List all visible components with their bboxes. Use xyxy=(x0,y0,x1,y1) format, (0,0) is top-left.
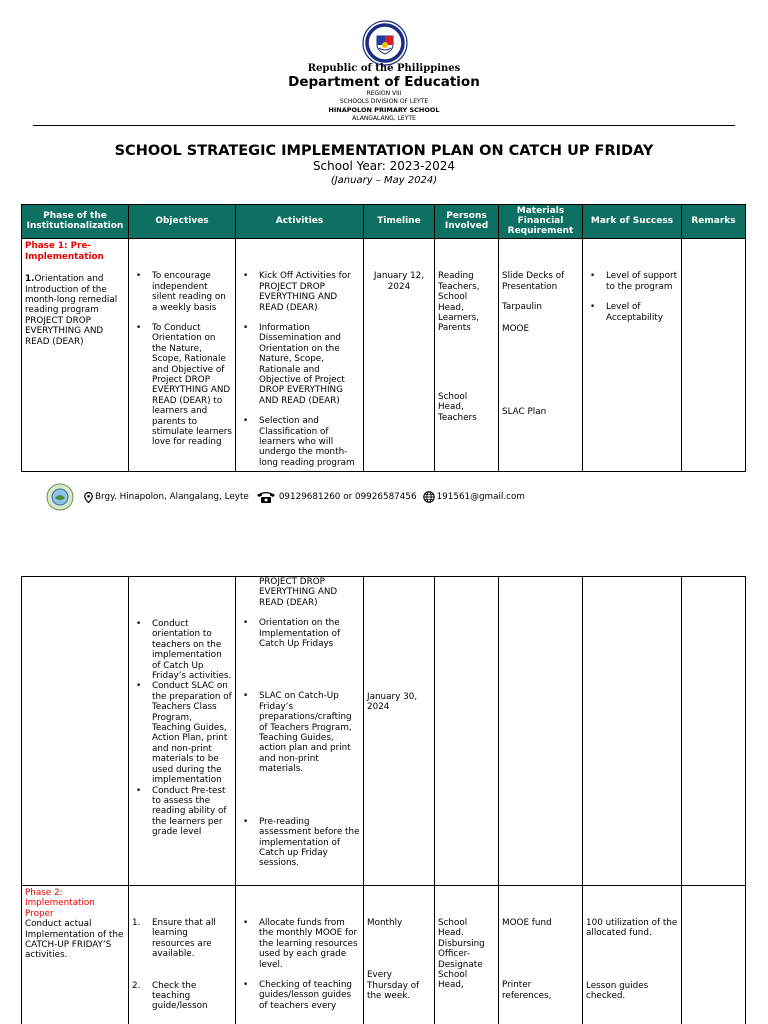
materials-cell xyxy=(499,239,583,472)
school-location: ALANGALANG, LEYTE xyxy=(352,115,416,122)
remarks-cell xyxy=(682,239,746,472)
objectives-cell xyxy=(129,886,236,1024)
list-item: • To Conduct Orientation on the Nature, Scope, Rationale and Objective of Project DROP EVERYTHING AND READ (DEAR) to learners and parents to stimulate learners love for reading xyxy=(132,323,232,448)
remarks-cell xyxy=(682,577,746,886)
deped-seal-logo xyxy=(362,20,408,66)
phase-number: 1. xyxy=(25,274,35,285)
col-header-timeline: Timeline xyxy=(364,205,435,239)
col-header-remarks: Remarks xyxy=(682,205,746,239)
col-header-phase: Phase of the Institutionalization xyxy=(22,205,129,239)
table-header-row xyxy=(22,205,746,239)
list-item: • Kick Off Activities for PROJECT DROP EVERYTHING AND READ (DEAR) xyxy=(239,271,360,313)
timeline-text: January 12, 2024 xyxy=(373,271,425,292)
materials-text: Slide Decks of Presentation xyxy=(502,271,565,292)
list-item: • Selection and Classification of learners who will undergo the month-long reading program xyxy=(239,416,360,468)
objectives-cell xyxy=(129,577,236,886)
col-header-materials: Materials Financial Requirement xyxy=(499,205,583,239)
phase-description xyxy=(25,274,125,347)
timeline-cell xyxy=(364,577,435,886)
list-item: • Level of Acceptability xyxy=(586,302,678,323)
persons-text: Reading Teachers, School Head, Learners, Parents xyxy=(438,271,480,334)
location-pin-icon xyxy=(84,492,93,503)
materials-text: MOOE fund xyxy=(502,918,552,928)
list-item: • Checking of teaching guides/lesson guides of teachers every xyxy=(239,980,360,1011)
phase-description: Conduct actual Implementation of the CATCH-UP FRIDAY’S activities. xyxy=(25,919,124,961)
objectives-cell xyxy=(129,239,236,472)
success-text: Lesson guides checked. xyxy=(586,980,649,1002)
col-header-activities: Activities xyxy=(236,205,364,239)
phase-label: Phase 2: Implementation Proper xyxy=(25,888,95,919)
activity-continued-text: PROJECT DROP EVERYTHING AND READ (DEAR) xyxy=(259,577,338,608)
phase-cell xyxy=(22,577,129,886)
region-label: REGION VIII xyxy=(366,90,402,97)
footer-phone: 09129681260 or 09926587456 xyxy=(278,492,417,502)
persons-cell xyxy=(435,239,499,472)
table-row xyxy=(22,577,746,886)
implementation-plan-table xyxy=(21,204,746,472)
persons-text: School Head, xyxy=(438,970,468,991)
republic-label: Republic of the Philippines xyxy=(307,63,461,74)
materials-text: MOOE xyxy=(502,323,529,334)
materials-cell xyxy=(499,577,583,886)
persons-cell xyxy=(435,886,499,1024)
timeline-text: Monthly xyxy=(367,918,403,928)
success-text: 100 utilization of the allocated fund. xyxy=(586,918,678,939)
list-item: 2. Check the teaching guide/lesson xyxy=(132,981,232,1012)
col-header-objectives: Objectives xyxy=(129,205,236,239)
success-cell xyxy=(583,886,682,1024)
page-footer xyxy=(46,484,746,510)
success-cell xyxy=(583,577,682,886)
phase-cell xyxy=(22,886,129,1024)
list-item: • Orientation on the Implementation of Catch Up Fridays xyxy=(239,618,360,649)
footer-email: 191561@gmail.com xyxy=(436,492,525,502)
success-cell xyxy=(583,239,682,472)
list-item: • Conduct Pre-test to assess the reading ability of the learners per grade level xyxy=(132,786,232,838)
table-row xyxy=(22,239,746,472)
list-item: • Pre-reading assessment before the implementation of Catch up Friday sessions. xyxy=(239,817,360,869)
document-title: SCHOOL STRATEGIC IMPLEMENTATION PLAN ON CATCH UP FRIDAY xyxy=(114,143,654,159)
activities-cell xyxy=(236,886,364,1024)
footer-address: Brgy. Hinapolon, Alangalang, Leyte xyxy=(95,492,249,502)
list-item: • Level of support to the program xyxy=(586,271,678,292)
persons-cell xyxy=(435,577,499,886)
materials-text: SLAC Plan xyxy=(502,407,547,418)
department-name: Department of Education xyxy=(288,74,480,90)
document-page-2 xyxy=(0,540,768,1024)
phase-text: Orientation and Introduction of the month-long remedial reading program PROJECT DROP EVERYTHING AND READ (DEAR) xyxy=(25,274,118,347)
plan-period: (January – May 2024) xyxy=(330,175,438,186)
col-header-success: Mark of Success xyxy=(583,205,682,239)
timeline-cell xyxy=(364,239,435,472)
list-item: • Allocate funds from the monthly MOOE for the learning resources used by each grade level. xyxy=(239,918,360,970)
timeline-cell xyxy=(364,886,435,1024)
materials-text: Tarpaulin xyxy=(502,302,542,313)
list-item: 1. Ensure that all learning resources are available. xyxy=(132,918,232,960)
materials-text: Printer references, xyxy=(502,980,552,1001)
activities-cell xyxy=(236,577,364,886)
division-label: SCHOOLS DIVISION OF LEYTE xyxy=(339,98,429,105)
phase-cell xyxy=(22,239,129,472)
activities-cell xyxy=(236,239,364,472)
globe-icon xyxy=(423,491,435,503)
school-logo xyxy=(46,483,74,511)
remarks-cell xyxy=(682,886,746,1024)
list-item: • Conduct orientation to teachers on the implementation of Catch Up Friday’s activities. xyxy=(132,619,232,681)
telephone-icon xyxy=(255,490,277,504)
persons-text: School Head, Teachers xyxy=(438,391,477,423)
table-row xyxy=(22,886,746,1024)
persons-text: School Head. Disbursing Officer-Designate xyxy=(438,918,485,970)
list-item: • SLAC on Catch-Up Friday’s preparations/crafting of Teachers Program, Teaching Guides, action plan and print and non-print materials. xyxy=(239,691,360,774)
list-item: • To encourage independent silent reading on a weekly basis xyxy=(132,271,232,313)
list-item: • Information Dissemination and Orientation on the Nature, Scope, Rationale and Objective of Project DROP EVERYTHING AND READ (DEAR) xyxy=(239,323,360,406)
timeline-text: January 30, 2024 xyxy=(367,692,418,713)
col-header-persons: Persons Involved xyxy=(435,205,499,239)
phase-label: Phase 1: Pre-Implementation xyxy=(25,241,104,262)
timeline-text: Every Thursday of the week. xyxy=(367,970,420,1002)
materials-cell xyxy=(499,886,583,1024)
header-divider xyxy=(33,125,735,126)
school-year: School Year: 2023-2024 xyxy=(312,159,456,173)
school-name: HINAPOLON PRIMARY SCHOOL xyxy=(328,106,440,114)
list-item: • Conduct SLAC on the preparation of Teachers Class Program, Teaching Guides, Action Plan, print and non-print materials to be used during the implementation xyxy=(132,681,232,785)
implementation-plan-table-continued xyxy=(21,576,746,1024)
